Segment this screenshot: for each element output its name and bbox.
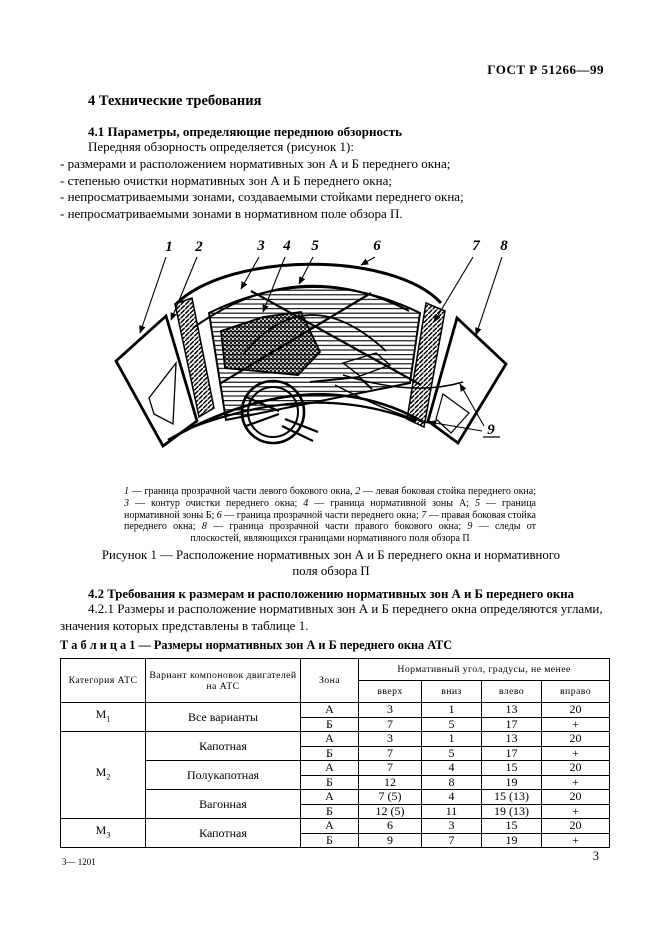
- cell-category: $М_3$: [61, 819, 146, 848]
- table-1: [60, 658, 610, 848]
- doc-number: ГОСТ Р 51266—99: [487, 62, 604, 77]
- cell-left: 13: [482, 732, 542, 747]
- figure-label-8: 8: [500, 238, 508, 254]
- cell-zone: Б: [301, 746, 359, 761]
- cell-left: 17: [482, 717, 542, 732]
- figure-label-4: 4: [283, 238, 291, 254]
- col-header-zone: Зона: [301, 659, 359, 703]
- cell-zone: А: [301, 819, 359, 834]
- cell-zone: Б: [301, 804, 359, 819]
- cell-zone: Б: [301, 833, 359, 848]
- cell-category: $М_1$: [61, 703, 146, 732]
- table-row: [61, 703, 610, 718]
- figure-label-5: 5: [311, 238, 319, 254]
- col-header-angle-group: Нормативный угол, градусы, не менее: [359, 659, 610, 681]
- cell-up: 12 (5): [359, 804, 422, 819]
- col-header-category: Категория АТС: [61, 659, 146, 703]
- cell-down: 5: [422, 746, 482, 761]
- cell-left: 13: [482, 703, 542, 718]
- cell-right: +: [542, 717, 610, 732]
- cell-zone: А: [301, 761, 359, 776]
- cell-variant: Капотная: [146, 732, 301, 761]
- cell-left: 19: [482, 833, 542, 848]
- cell-right: 20: [542, 761, 610, 776]
- cell-up: 7: [359, 717, 422, 732]
- cell-down: 11: [422, 804, 482, 819]
- cell-up: 7: [359, 761, 422, 776]
- figure-label-3: 3: [257, 238, 265, 254]
- col-header-up: вверх: [359, 681, 422, 703]
- s41-item: - непросматриваемыми зонами, создаваемыми стойками переднего окна;: [60, 189, 464, 205]
- cell-left: 17: [482, 746, 542, 761]
- cell-up: 7: [359, 746, 422, 761]
- cell-up: 12: [359, 775, 422, 790]
- cell-up: 7 (5): [359, 790, 422, 805]
- figure-label-6: 6: [373, 238, 381, 254]
- cell-right: +: [542, 833, 610, 848]
- cell-down: 1: [422, 703, 482, 718]
- col-header-right: вправо: [542, 681, 610, 703]
- cell-left: 15: [482, 819, 542, 834]
- cell-right: +: [542, 775, 610, 790]
- section-4-2-title: 4.2 Требования к размерам и расположению нормативных зон А и Б переднего окна: [88, 587, 575, 601]
- section-4-title: 4 Технические требования: [88, 93, 262, 109]
- figure-1-diagram: [113, 233, 558, 473]
- figure-label-7: 7: [472, 238, 480, 254]
- col-header-variant: Вариант компоновок двигателей на АТС: [146, 659, 301, 703]
- figure-label-1: 1: [165, 239, 173, 255]
- cell-down: 5: [422, 717, 482, 732]
- cell-zone: А: [301, 703, 359, 718]
- cell-down: 1: [422, 732, 482, 747]
- cell-right: 20: [542, 703, 610, 718]
- col-header-down: вниз: [422, 681, 482, 703]
- cell-variant: Вагонная: [146, 790, 301, 819]
- cell-down: 8: [422, 775, 482, 790]
- cell-up: 9: [359, 833, 422, 848]
- cell-left: 19: [482, 775, 542, 790]
- cell-right: +: [542, 746, 610, 761]
- cell-down: 4: [422, 790, 482, 805]
- figure-title: Рисунок 1 — Расположение нормативных зон А и Б переднего окна и нормативного поля обзора П: [101, 548, 561, 578]
- cell-left: 19 (13): [482, 804, 542, 819]
- cell-zone: Б: [301, 717, 359, 732]
- cell-variant: Все варианты: [146, 703, 301, 732]
- figure-label-9: 9: [487, 422, 495, 438]
- cell-zone: Б: [301, 775, 359, 790]
- page-number: 3: [592, 849, 599, 863]
- cell-right: +: [542, 804, 610, 819]
- cell-variant: Капотная: [146, 819, 301, 848]
- s41-item: - размерами и расположением нормативных зон А и Б переднего окна;: [60, 155, 451, 171]
- cell-down: 4: [422, 761, 482, 776]
- section-4-1-body: [60, 139, 608, 223]
- cell-up: 6: [359, 819, 422, 834]
- figure-label-2: 2: [195, 239, 203, 255]
- table-1-title: Т а б л и ц а 1 — Размеры нормативных зон А и Б переднего окна АТС: [60, 638, 453, 652]
- s41-item: - непросматриваемыми зонами в нормативном поле обзора П.: [60, 206, 403, 222]
- s41-intro: Передняя обзорность определяется (рисунок 1):: [88, 139, 354, 154]
- cell-up: 3: [359, 732, 422, 747]
- cell-right: 20: [542, 790, 610, 805]
- cell-left: 15: [482, 761, 542, 776]
- figure-legend: 1 — граница прозрачной части левого бокового окна, 2 — левая боковая стойка переднего окна; 3 — контур очистки переднего окна; 4 — граница нормативной зоны А; 5 — граница нормативной зоны Б; 6 — граница прозрачной части переднего окна; 7 — правая боковая стойка переднего окна; 8 — граница прозрачной части правого бокового окна; 9 — следы от плоскостей, являющихся границами нормативного поля обзора П: [124, 486, 537, 545]
- s41-item: - степенью очистки нормативных зон А и Б переднего окна;: [60, 172, 392, 188]
- print-order-number: 3— 1201: [62, 857, 96, 867]
- section-4-1-title: 4.1 Параметры, определяющие переднюю обзорность: [88, 124, 402, 139]
- col-header-left: влево: [482, 681, 542, 703]
- cell-left: 15 (13): [482, 790, 542, 805]
- cell-zone: А: [301, 790, 359, 805]
- cell-up: 3: [359, 703, 422, 718]
- cell-down: 3: [422, 819, 482, 834]
- left-pillar: [175, 298, 214, 417]
- section-4-2-1-text: 4.2.1 Размеры и расположение нормативных зон А и Б переднего окна определяются углами, значения которых представлены в таблице 1.: [60, 601, 603, 633]
- cell-down: 7: [422, 833, 482, 848]
- cell-right: 20: [542, 732, 610, 747]
- cell-zone: А: [301, 732, 359, 747]
- cell-category: $М_2$: [61, 732, 146, 819]
- cell-variant: Полукапотная: [146, 761, 301, 790]
- table-row: [61, 732, 610, 747]
- cell-right: 20: [542, 819, 610, 834]
- table-row: [61, 819, 610, 834]
